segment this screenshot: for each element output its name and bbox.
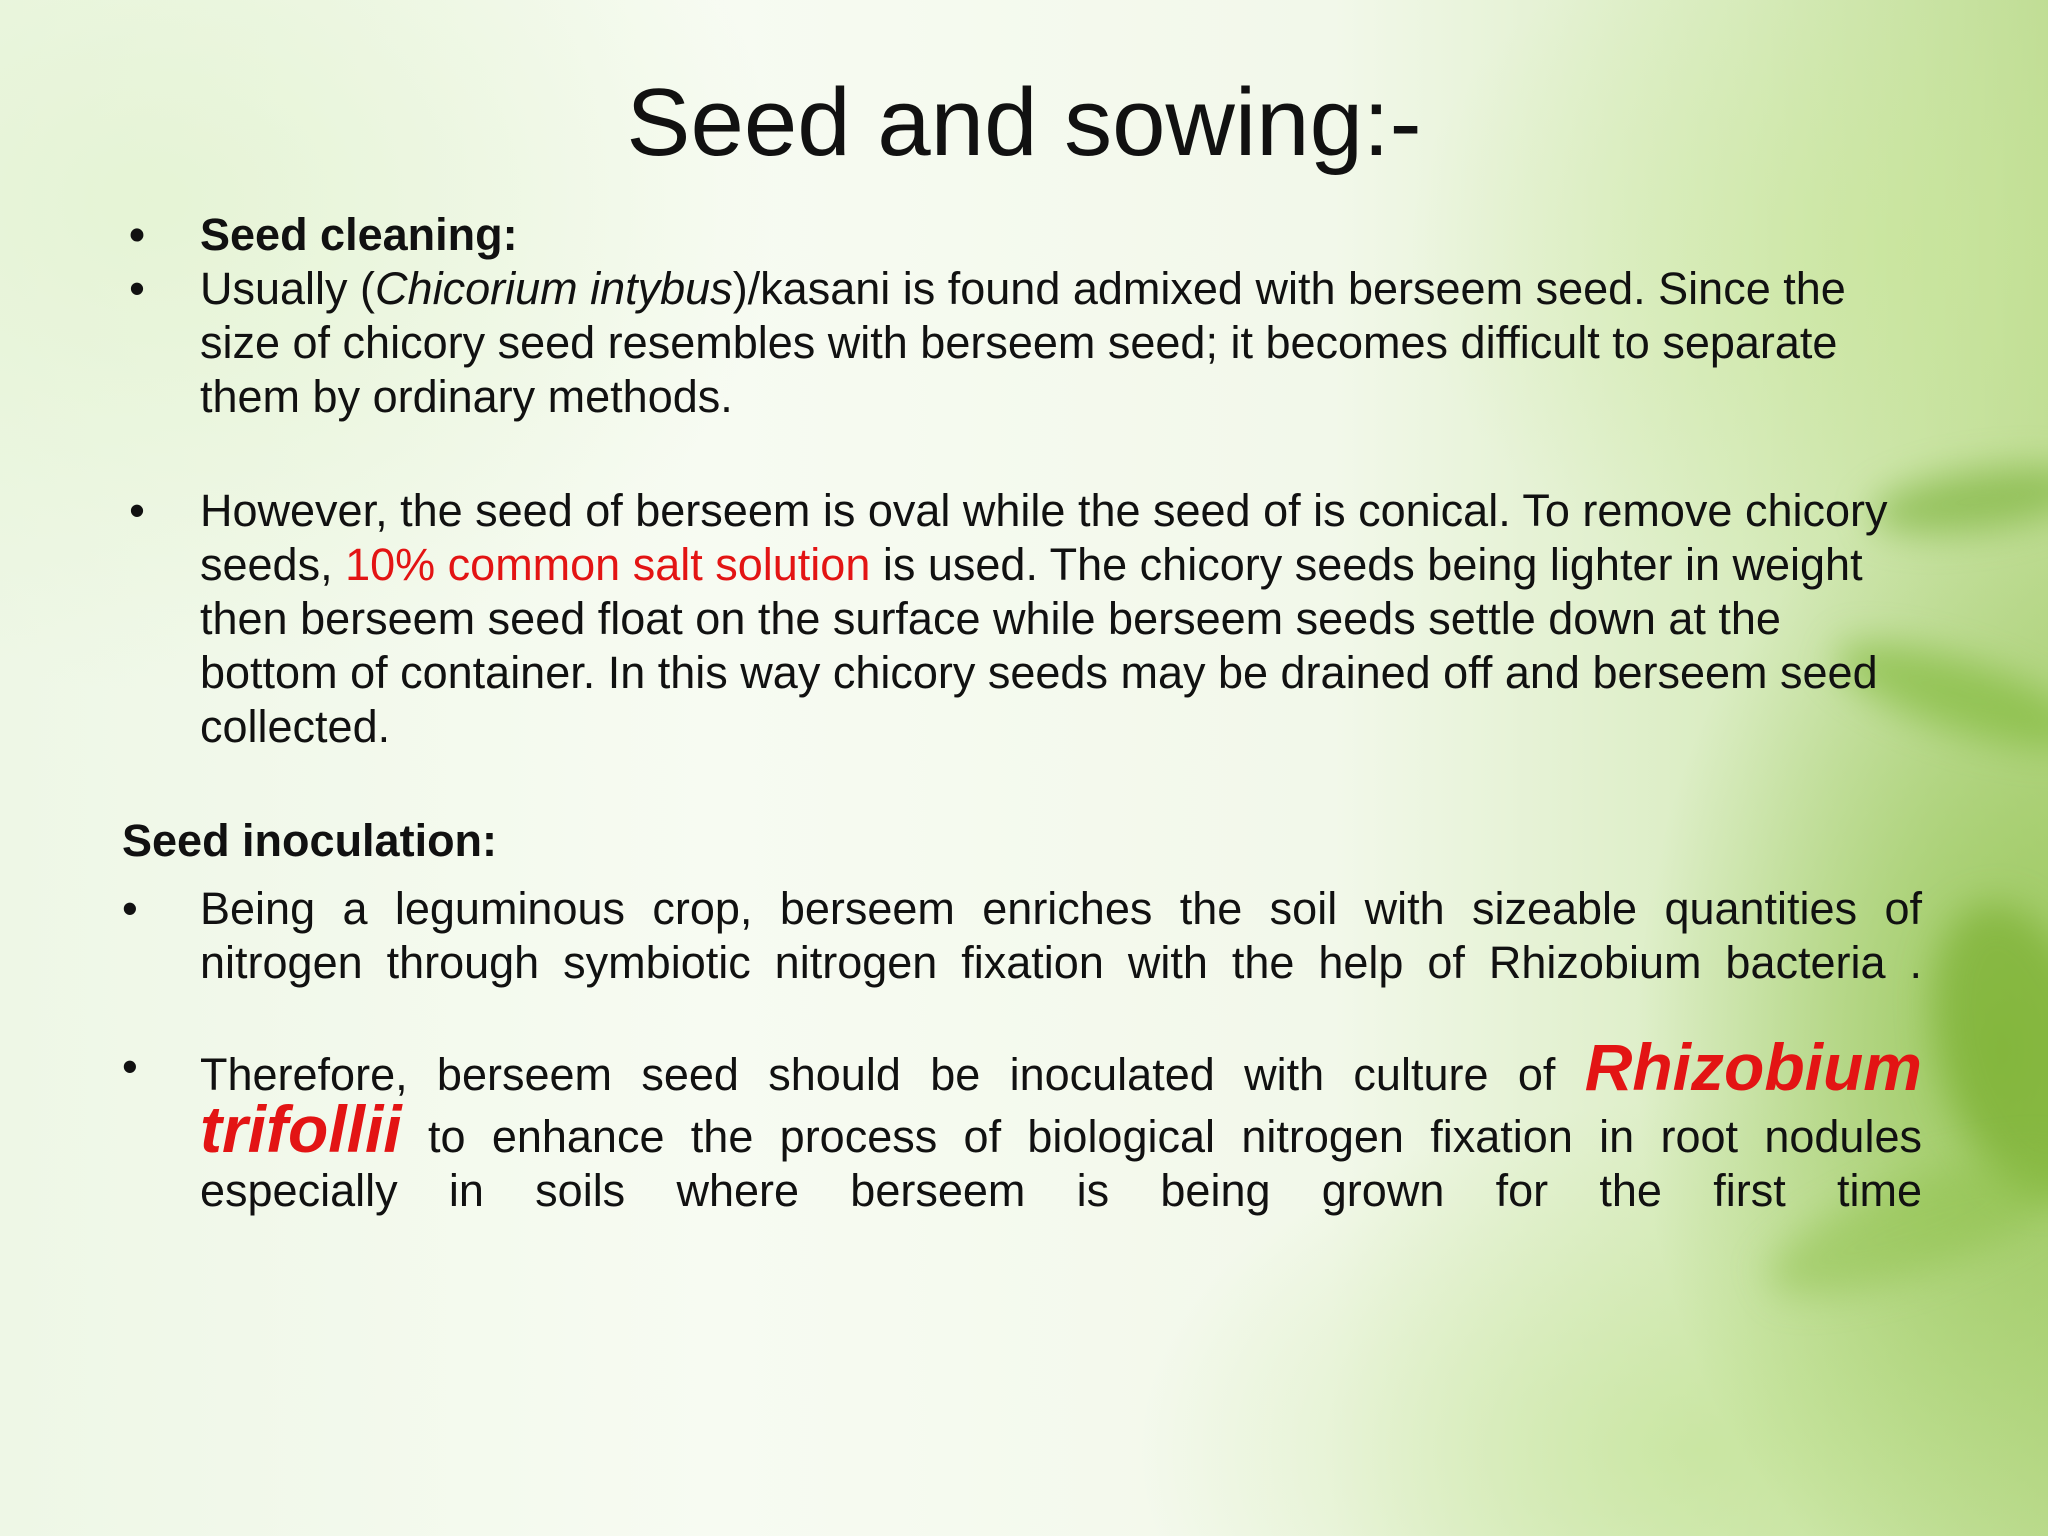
slide-content	[122, 208, 1922, 1218]
bullet-rhizobium-inoculation	[122, 1030, 1922, 1218]
seed-cleaning-heading: Seed cleaning:	[200, 209, 518, 260]
bullet-icon: •	[129, 263, 145, 314]
p3-text: Being a leguminous crop, berseem enriches the soil with sizeable quantities of nitrogen through symbiotic nitrogen fixation with the help of Rhizobium bacteria .	[200, 883, 1922, 988]
p1-pre: Usually (	[200, 263, 376, 314]
bullet-icon: •	[122, 1041, 138, 1092]
p4-pre: Therefore, berseem seed should be inoculated with culture of	[200, 1049, 1585, 1100]
p2-pre: However, the seed of berseem is oval while the seed of is conical. To remove chicory seeds,	[200, 485, 1888, 590]
bullet-icon: •	[129, 209, 145, 260]
p1-post: )/kasani is found admixed with berseem seed. Since the size of chicory seed resembles with berseem seed; it becomes difficult to separate them by ordinary methods.	[200, 263, 1846, 422]
p4-post: to enhance the process of biological nitrogen fixation in root nodules especially in soils where berseem is being grown for the first time	[200, 1111, 1922, 1216]
bullet-seed-cleaning-heading	[122, 208, 1922, 262]
bullet-icon: •	[122, 883, 138, 934]
bullet-icon: •	[129, 485, 145, 536]
bullet-salt-solution	[122, 484, 1922, 754]
p2-post: is used. The chicory seeds being lighter in weight then berseem seed float on the surface while berseem seeds settle down at the bottom of container. In this way chicory seeds may be drained off and berseem seed collected.	[200, 539, 1878, 752]
bullet-leguminous-crop	[122, 882, 1922, 990]
bullet-chicory-admixture	[122, 262, 1922, 424]
salt-solution-highlight: 10% common salt solution	[345, 539, 871, 590]
slide-title: Seed and sowing:-	[626, 69, 1422, 176]
seed-inoculation-heading: Seed inoculation:	[122, 815, 498, 866]
p1-italic-species: Chicorium intybus	[375, 263, 733, 314]
rhizobium-species-highlight: Rhizobium trifollii	[200, 1030, 1922, 1166]
